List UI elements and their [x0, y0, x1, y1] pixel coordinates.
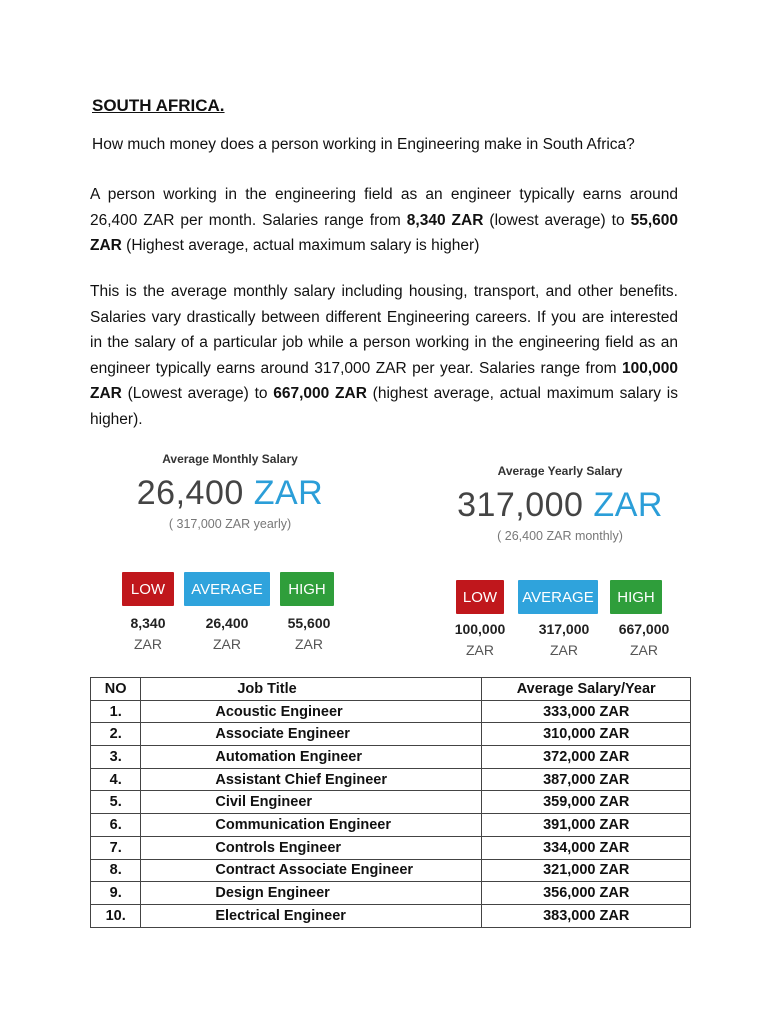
yearly-low-value	[448, 621, 512, 658]
cell-no: 1.	[91, 700, 141, 723]
yearly-amount	[450, 486, 670, 525]
cell-no: 3.	[91, 746, 141, 769]
cell-salary: 383,000 ZAR	[482, 904, 691, 927]
table-row	[91, 836, 691, 859]
cell-salary: 359,000 ZAR	[482, 791, 691, 814]
monthly-currency: ZAR	[253, 474, 324, 512]
table-header-row	[91, 678, 691, 701]
cell-no: 8.	[91, 859, 141, 882]
monthly-values	[112, 615, 348, 652]
yearly-badges	[456, 580, 662, 614]
monthly-amount	[110, 474, 350, 513]
yearly-high-badge: HIGH	[610, 580, 662, 614]
monthly-average-badge: AVERAGE	[184, 572, 270, 606]
paragraph-text: (Highest average, actual maximum salary is higher)	[121, 237, 480, 254]
cell-job-title: Associate Engineer	[141, 723, 482, 746]
cell-no: 9.	[91, 882, 141, 905]
cell-no: 10.	[91, 904, 141, 927]
cell-salary: 372,000 ZAR	[482, 746, 691, 769]
value-number: 26,400	[205, 615, 249, 631]
cell-salary: 387,000 ZAR	[482, 768, 691, 791]
cell-job-title: Electrical Engineer	[141, 904, 482, 927]
cell-salary: 310,000 ZAR	[482, 723, 691, 746]
header-job-title: Job Title	[141, 678, 482, 701]
paragraph-bold: 55,600 ZAR	[90, 211, 679, 254]
paragraph-text: (Lowest average) to	[121, 385, 274, 402]
paragraph-text: (lowest average) to	[483, 211, 631, 229]
cell-salary: 333,000 ZAR	[482, 700, 691, 723]
yearly-currency: ZAR	[593, 486, 663, 524]
cell-job-title: Civil Engineer	[141, 791, 482, 814]
yearly-low-badge: LOW	[456, 580, 504, 614]
monthly-salary-widget	[110, 452, 350, 531]
cell-salary: 321,000 ZAR	[482, 859, 691, 882]
cell-no: 5.	[91, 791, 141, 814]
paragraph-yearly	[90, 279, 678, 432]
monthly-high-badge: HIGH	[280, 572, 334, 606]
cell-job-title: Design Engineer	[141, 882, 482, 905]
value-number: 317,000	[538, 621, 590, 637]
monthly-low-badge: LOW	[122, 572, 174, 606]
monthly-badges	[122, 572, 334, 606]
yearly-caption: Average Yearly Salary	[497, 464, 623, 478]
header-salary: Average Salary/Year	[482, 678, 691, 701]
table-row	[91, 700, 691, 723]
cell-no: 7.	[91, 836, 141, 859]
monthly-high-value	[270, 615, 348, 652]
cell-salary: 391,000 ZAR	[482, 814, 691, 837]
cell-job-title: Controls Engineer	[141, 836, 482, 859]
table-row	[91, 746, 691, 769]
paragraph-text: (highest average, actual maximum salary is higher).	[90, 385, 678, 428]
cell-no: 2.	[91, 723, 141, 746]
value-unit: ZAR	[295, 636, 323, 652]
table-row	[91, 904, 691, 927]
salary-table	[90, 677, 691, 928]
value-unit: ZAR	[550, 642, 578, 658]
value-unit: ZAR	[466, 642, 494, 658]
value-number: 100,000	[454, 621, 506, 637]
table-row	[91, 882, 691, 905]
monthly-subtitle: ( 317,000 ZAR yearly)	[168, 517, 292, 531]
table-row	[91, 859, 691, 882]
value-unit: ZAR	[630, 642, 658, 658]
value-unit: ZAR	[213, 636, 241, 652]
table-row	[91, 768, 691, 791]
cell-job-title: Communication Engineer	[141, 814, 482, 837]
cell-job-title: Contract Associate Engineer	[141, 859, 482, 882]
paragraph-bold: 8,340 ZAR	[406, 211, 484, 229]
yearly-subtitle: ( 26,400 ZAR monthly)	[497, 529, 623, 543]
paragraph-bold: 100,000 ZAR	[90, 359, 678, 402]
value-number: 667,000	[618, 621, 670, 637]
page-heading: SOUTH AFRICA.	[92, 96, 225, 115]
yearly-values	[448, 621, 680, 658]
yearly-amount-value: 317,000	[457, 486, 584, 524]
table-row	[91, 814, 691, 837]
value-number: 8,340	[130, 615, 166, 631]
paragraph-monthly	[90, 182, 678, 259]
table-row	[91, 791, 691, 814]
paragraph-bold: 667,000 ZAR	[273, 385, 367, 402]
monthly-amount-value: 26,400	[136, 474, 244, 512]
cell-job-title: Acoustic Engineer	[141, 700, 482, 723]
table-row	[91, 723, 691, 746]
cell-job-title: Assistant Chief Engineer	[141, 768, 482, 791]
monthly-caption: Average Monthly Salary	[162, 452, 298, 466]
paragraph-text: This is the average monthly salary including housing, transport, and other benefits. Salaries vary drastically between different Engineering careers. If you are interested in the salary of a particular job while a person working in the engineering field as an engineer typically earns around 317,000 ZAR per year. Salaries range from	[90, 283, 678, 377]
yearly-average-value	[522, 621, 606, 658]
value-number: 55,600	[287, 615, 331, 631]
yearly-high-value	[608, 621, 680, 658]
cell-no: 4.	[91, 768, 141, 791]
monthly-low-value	[112, 615, 184, 652]
question-text: How much money does a person working in Engineering make in South Africa?	[92, 136, 635, 153]
cell-no: 6.	[91, 814, 141, 837]
yearly-average-badge: AVERAGE	[518, 580, 598, 614]
paragraph-text: A person working in the engineering field as an engineer typically earns around 26,400 ZAR per month. Salaries range from	[90, 186, 678, 229]
cell-salary: 334,000 ZAR	[482, 836, 691, 859]
yearly-salary-widget	[450, 464, 670, 543]
monthly-average-value	[184, 615, 270, 652]
value-unit: ZAR	[134, 636, 162, 652]
header-no: NO	[91, 678, 141, 701]
cell-salary: 356,000 ZAR	[482, 882, 691, 905]
cell-job-title: Automation Engineer	[141, 746, 482, 769]
